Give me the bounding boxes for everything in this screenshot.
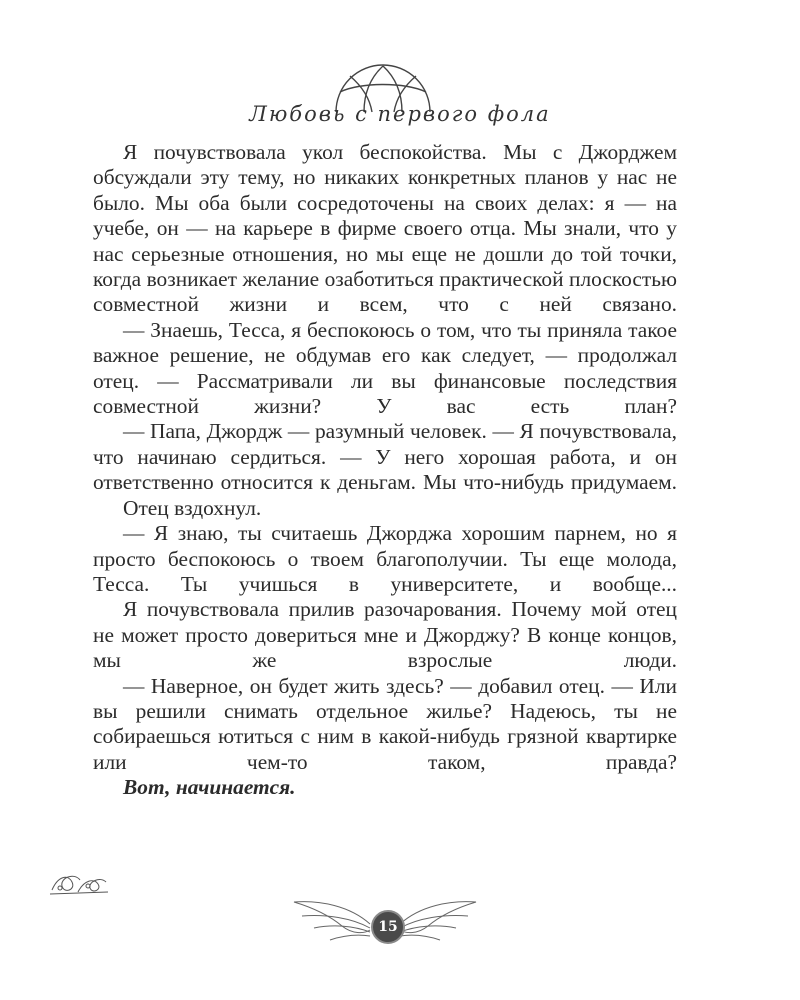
- paragraph: Я почувствовала прилив разочарования. Почему мой отец не может просто довериться мне и Джорджу? В конце концов, мы же взрослые люди.: [93, 597, 677, 673]
- paragraph: — Наверное, он будет жить здесь? — добавил отец. — Или вы решили снимать отдельное жилье? Надеюсь, ты не собираешься ютиться с ним в какой-нибудь грязной квартирке или чем-то таком, правда?: [93, 673, 677, 774]
- scribble-ornament-icon: [48, 868, 112, 898]
- page-header: [0, 40, 800, 135]
- paragraph: Отец вздохнул.: [123, 495, 262, 520]
- emphasized-line: Вот, начинается.: [123, 775, 296, 800]
- paragraph: — Знаешь, Тесса, я беспокоюсь о том, что ты приняла такое важное решение, не обдумав его как следует, — продолжал отец. — Рассматривали ли вы финансовые последствия совместной жизни? У вас есть план?: [93, 317, 677, 419]
- page-number: 15: [371, 910, 405, 944]
- body-text: [93, 140, 677, 801]
- paragraph: Я почувствовала укол беспокойства. Мы с Джорджем обсуждали эту тему, но никаких конкретных планов у нас не было. Мы оба были сосредоточены на своих делах: я — на учебе, он — на карьере в фирме своего отца. Мы знали, что у нас серьезные отношения, но мы еще не дошли до той точки, когда возникает желание озаботиться практической плоскостью совместной жизни и всем, что с ней связано.: [93, 140, 677, 317]
- paragraph: — Папа, Джордж — разумный человек. — Я почувствовала, что начинаю сердиться. — У него хорошая работа, и он ответственно относится к деньгам. Мы что-нибудь придумаем.: [93, 419, 677, 495]
- paragraph: — Я знаю, ты считаешь Джорджа хорошим парнем, но я просто беспокоюсь о твоем благополучии. Ты еще молода, Тесса. Ты учишься в университете, и вообще...: [93, 521, 677, 596]
- running-title: Любовь с первого фола: [249, 102, 551, 126]
